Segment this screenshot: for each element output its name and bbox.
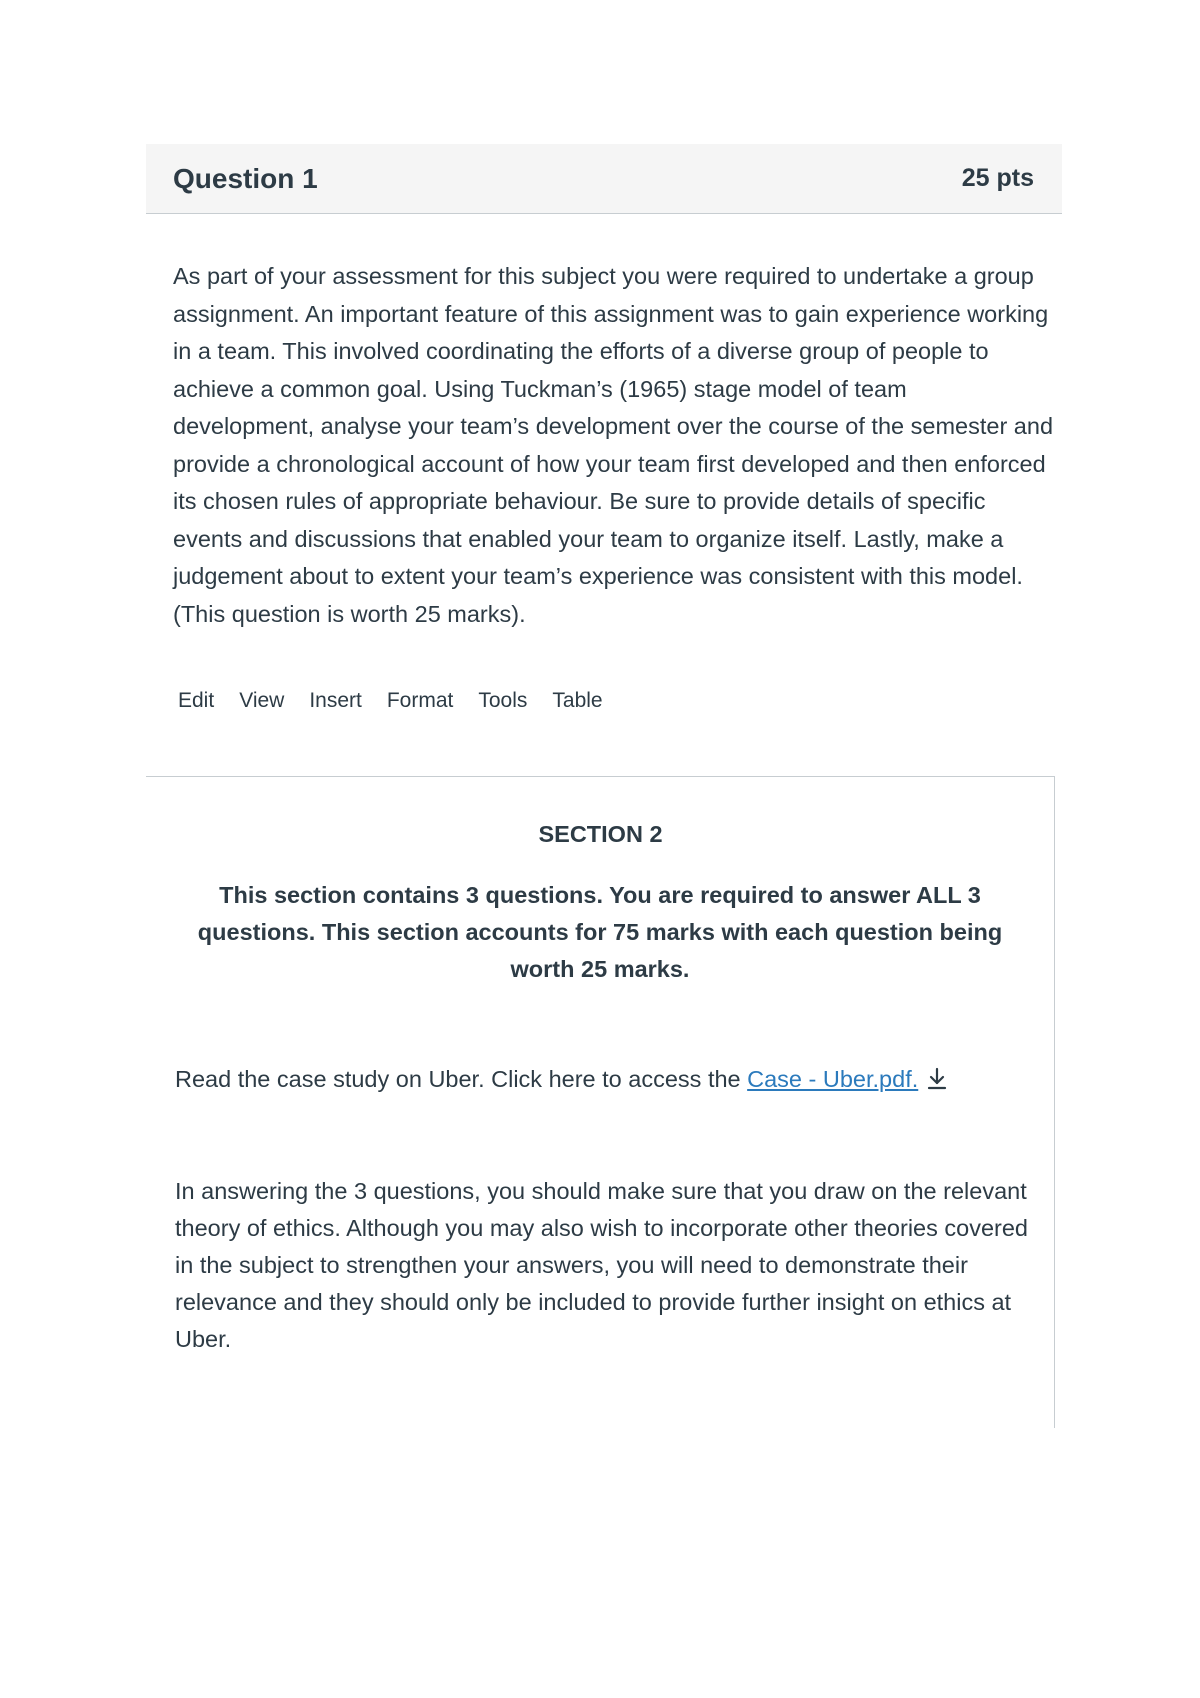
menu-insert[interactable]: Insert: [309, 689, 362, 712]
editor-menubar: [178, 684, 628, 718]
menu-tools[interactable]: Tools: [478, 689, 528, 712]
answer-guidance: In answering the 3 questions, you should make sure that you draw on the relevant theory of ethics. Although you may also wish to incorporate other theories covered in the subject to strengthen your answers, you will need to demonstrate their relevance and they should only be included to provide further insight on ethics at Uber.: [175, 1178, 1028, 1352]
menu-edit[interactable]: Edit: [178, 689, 215, 712]
menu-format[interactable]: Format: [386, 689, 454, 712]
section-title: SECTION 2: [538, 821, 663, 847]
section-instructions: This section contains 3 questions. You are required to answer ALL 3 questions. This section accounts for 75 marks with each question being worth 25 marks.: [197, 882, 1003, 982]
question-text: As part of your assessment for this subject you were required to undertake a group assignment. An important feature of this assignment was to gain experience working in a team. This involved coordinating the efforts of a diverse group of people to achieve a common goal. Using Tuckman’s (1965) stage model of team development, analyse your team’s development over the course of the semester and provide a chronological account of how your team first developed and then enforced its chosen rules of appropriate behaviour. Be sure to provide details of specific events and discussions that enabled your team to organize itself. Lastly, make a judgement about to extent your team’s experience was consistent with this model. (This question is worth 25 marks).: [173, 263, 1054, 627]
question-header: [146, 144, 1062, 214]
case-study-prefix: Read the case study on Uber. Click here to access the: [175, 1066, 748, 1092]
case-study-line: [175, 1061, 1035, 1098]
section-panel: [146, 776, 1055, 1428]
case-study-link[interactable]: Case - Uber.pdf.: [747, 1066, 919, 1092]
download-icon[interactable]: [926, 1067, 948, 1091]
question-points: 25 pts: [961, 164, 1034, 192]
question-title: Question 1: [173, 162, 318, 194]
menu-view[interactable]: View: [239, 689, 285, 712]
menu-table[interactable]: Table: [552, 689, 603, 712]
